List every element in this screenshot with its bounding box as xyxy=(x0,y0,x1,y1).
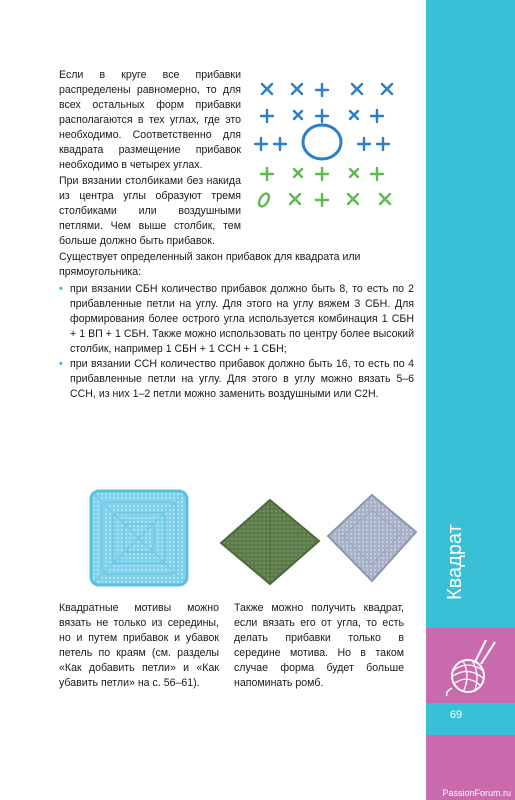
watermark: PassionForum.ru xyxy=(442,788,511,798)
rule-paragraph: Существует определенный закон прибавок для квадрата или прямоугольника: xyxy=(59,251,361,278)
caption-left: Квадратные мотивы можно вязать не только из середины, но и путем прибавок и убавок петель по краям (см. разделы «Как добавить петли» и «Как убавить петли» на с. 56–61). xyxy=(59,602,219,689)
grey-diamond-motif-photo xyxy=(325,492,419,584)
rule-list xyxy=(59,282,414,402)
sidebar-cyan-block xyxy=(426,0,515,628)
stitches-paragraph: При вязании столбиками без накида из центра углы образуют тремя столбиками или воздушными петлями. Чем выше столбик, тем больше должно быть прибавок. xyxy=(59,175,241,247)
caption-right: Также можно получить квадрат, если вязать его от угла, то есть делать прибавки только в середине мотива. Но в таком случае форма будет больше напоминать ромб. xyxy=(234,602,404,689)
intro-paragraph: Если в круге все прибавки распределены равномерно, то для всех остальных форм прибавки располагаются в тех углах, где это необходимо. Соответственно для квадрата размещение прибавок необходимо в четырех углах. xyxy=(59,69,241,171)
section-title: Квадрат xyxy=(444,524,466,600)
blue-square-motif-photo xyxy=(88,488,190,588)
diagram-symbols xyxy=(255,84,392,208)
yarn-ball-icon xyxy=(441,636,499,696)
list-item: • при вязании ССН количество прибавок должно быть 16, то есть по 4 прибавленные петли на углу. Для этого в углу можно вязать 5–6 ССН, из них 1–2 петли можно заменить воздушными или С2Н. xyxy=(59,358,414,400)
sidebar xyxy=(426,0,515,800)
green-diamond-motif-photo xyxy=(218,497,322,587)
page-number: 69 xyxy=(449,709,463,721)
list-item: • при вязании СБН количество прибавок должно быть 8, то есть по 2 прибавленные петли на углу. Для этого на углу вяжем 3 СБН. Для формирования более острого угла используется комбинация 1 СБН + 1 ВП + 1 СБН. Также можно использовать по центру более высокий столбик, например 1 СБН + 1 ССН + 1 СБН; xyxy=(59,283,414,355)
crochet-square-diagram xyxy=(252,78,422,220)
